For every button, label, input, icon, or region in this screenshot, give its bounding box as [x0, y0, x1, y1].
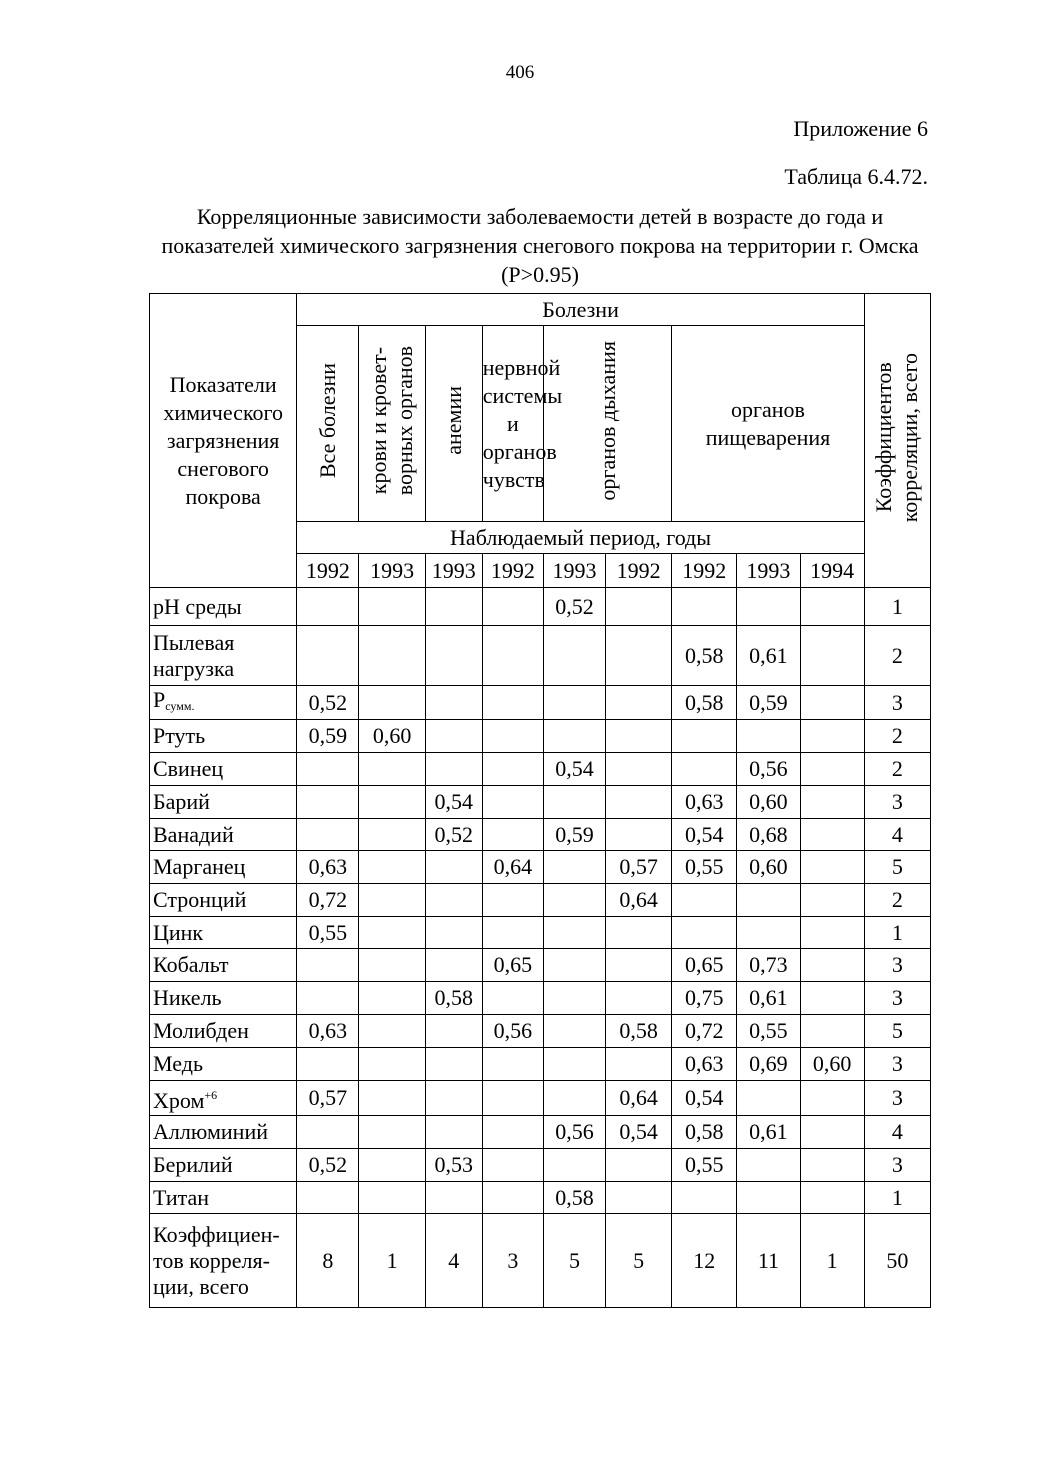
- value-cell: 0,58: [606, 1015, 672, 1048]
- row-label: [150, 884, 297, 917]
- value-cell: [482, 1048, 543, 1081]
- row-label-text: Никель: [153, 985, 222, 1010]
- column-total-cell: 5: [543, 1214, 605, 1308]
- group-blood: крови и кровет- ворных органов: [366, 345, 418, 496]
- row-label: [150, 1116, 297, 1149]
- table-row: [150, 786, 931, 819]
- row-label-text: Хром: [153, 1088, 205, 1113]
- row-label: [150, 786, 297, 819]
- value-cell: [425, 1015, 482, 1048]
- value-cell: 0,60: [737, 851, 800, 884]
- value-cell: 0,54: [606, 1116, 672, 1149]
- value-cell: [425, 1081, 482, 1116]
- value-cell: 0,57: [297, 1081, 359, 1116]
- column-total-cell: 1: [359, 1214, 425, 1308]
- year-cell: 1993: [543, 554, 605, 588]
- value-cell: [800, 982, 864, 1015]
- value-cell: [800, 1116, 864, 1149]
- indicator-header-cell: [150, 294, 297, 588]
- row-total-cell: 2: [864, 626, 930, 686]
- value-cell: 0,52: [543, 588, 605, 626]
- value-cell: 0,56: [482, 1015, 543, 1048]
- year-cell: 1994: [800, 554, 864, 588]
- value-cell: [606, 588, 672, 626]
- row-label-text: Стронций: [153, 887, 247, 912]
- table-row: [150, 1048, 931, 1081]
- value-cell: [800, 949, 864, 982]
- totals-row: [150, 1214, 931, 1308]
- year-cell: 1993: [737, 554, 800, 588]
- value-cell: [359, 851, 425, 884]
- table-row: [150, 917, 931, 949]
- value-cell: [297, 588, 359, 626]
- value-cell: [297, 626, 359, 686]
- value-cell: 0,65: [672, 949, 737, 982]
- row-total-cell: 4: [864, 1116, 930, 1149]
- value-cell: 0,56: [737, 753, 800, 786]
- value-cell: [800, 1182, 864, 1214]
- row-label: [150, 626, 297, 686]
- value-cell: [359, 686, 425, 720]
- row-total-cell: 3: [864, 686, 930, 720]
- value-cell: [359, 982, 425, 1015]
- page-number: 406: [505, 62, 535, 83]
- value-cell: [359, 1015, 425, 1048]
- column-total-cell: 3: [482, 1214, 543, 1308]
- row-label-text: pH среды: [153, 593, 242, 619]
- value-cell: [800, 1149, 864, 1182]
- value-cell: [425, 917, 482, 949]
- value-cell: [482, 1149, 543, 1182]
- period-header: Наблюдаемый период, годы: [297, 522, 864, 554]
- value-cell: [482, 1116, 543, 1149]
- row-label-text: Молибден: [153, 1018, 249, 1043]
- total-header: Коэффициентов корреляции, всего: [871, 352, 923, 523]
- value-cell: 0,63: [672, 1048, 737, 1081]
- value-cell: 0,63: [297, 851, 359, 884]
- value-cell: 0,58: [672, 626, 737, 686]
- year-cell: 1993: [359, 554, 425, 588]
- column-total-cell: 5: [606, 1214, 672, 1308]
- table-number: Таблица 6.4.72.: [784, 164, 928, 189]
- table-row: [150, 884, 931, 917]
- row-label-text: Ванадий: [153, 821, 234, 847]
- value-cell: [425, 949, 482, 982]
- value-cell: [425, 851, 482, 884]
- value-cell: [606, 1048, 672, 1081]
- group-respiratory-cell: [543, 326, 671, 522]
- value-cell: 0,52: [297, 1149, 359, 1182]
- value-cell: [543, 917, 605, 949]
- table-row: [150, 1182, 931, 1214]
- year-cell: 1992: [482, 554, 543, 588]
- total-header-cell: [864, 294, 930, 588]
- group-digestive-cell: [672, 326, 865, 522]
- totals-label: Коэффициен- тов корреля- ции, всего: [153, 1221, 280, 1299]
- group-respiratory: органов дыхания: [594, 340, 620, 501]
- value-cell: [672, 917, 737, 949]
- value-cell: 0,59: [543, 819, 605, 851]
- value-cell: [297, 1116, 359, 1149]
- value-cell: 0,68: [737, 819, 800, 851]
- group-all-cell: [297, 326, 359, 522]
- value-cell: [543, 1081, 605, 1116]
- value-cell: 0,55: [297, 917, 359, 949]
- value-cell: [359, 949, 425, 982]
- value-cell: [606, 1149, 672, 1182]
- value-cell: [606, 917, 672, 949]
- value-cell: [297, 949, 359, 982]
- row-label-text: Пылевая нагрузка: [153, 629, 235, 681]
- value-cell: 0,53: [425, 1149, 482, 1182]
- totals-label-cell: [150, 1214, 297, 1308]
- value-cell: [800, 626, 864, 686]
- group-nervous: нервной системы и органов чувств: [482, 354, 563, 492]
- value-cell: 0,59: [737, 686, 800, 720]
- value-cell: [737, 1149, 800, 1182]
- value-cell: [737, 884, 800, 917]
- value-cell: [425, 588, 482, 626]
- value-cell: [800, 1015, 864, 1048]
- value-cell: [297, 982, 359, 1015]
- row-label-text: Барий: [153, 789, 210, 814]
- value-cell: [425, 884, 482, 917]
- value-cell: [672, 1182, 737, 1214]
- value-cell: [425, 1116, 482, 1149]
- group-digestive: органов пищеварения: [705, 396, 831, 450]
- value-cell: 0,60: [800, 1048, 864, 1081]
- value-cell: 0,60: [737, 786, 800, 819]
- table-row: [150, 720, 931, 753]
- value-cell: [672, 884, 737, 917]
- row-total-cell: 2: [864, 753, 930, 786]
- column-total-cell: 1: [800, 1214, 864, 1308]
- value-cell: 0,55: [672, 1149, 737, 1182]
- value-cell: [359, 626, 425, 686]
- row-total-cell: 2: [864, 884, 930, 917]
- row-label-text: Кобальт: [153, 952, 229, 977]
- table-row: [150, 686, 931, 720]
- value-cell: [425, 626, 482, 686]
- row-total-cell: 3: [864, 786, 930, 819]
- value-cell: [606, 686, 672, 720]
- year-cell: 1992: [606, 554, 672, 588]
- value-cell: 0,58: [543, 1182, 605, 1214]
- value-cell: 0,57: [606, 851, 672, 884]
- table-row: [150, 982, 931, 1015]
- value-cell: [800, 720, 864, 753]
- value-cell: [482, 884, 543, 917]
- value-cell: [737, 917, 800, 949]
- value-cell: 0,63: [297, 1015, 359, 1048]
- value-cell: [800, 786, 864, 819]
- value-cell: [425, 753, 482, 786]
- column-total-cell: 4: [425, 1214, 482, 1308]
- value-cell: 0,54: [425, 786, 482, 819]
- row-total-cell: 5: [864, 1015, 930, 1048]
- table-row: [150, 626, 931, 686]
- value-cell: [359, 884, 425, 917]
- value-cell: 0,58: [672, 686, 737, 720]
- row-label: [150, 1182, 297, 1214]
- value-cell: [425, 720, 482, 753]
- column-total-cell: 12: [672, 1214, 737, 1308]
- value-cell: [672, 720, 737, 753]
- value-cell: 0,54: [672, 1081, 737, 1116]
- value-cell: 0,61: [737, 1116, 800, 1149]
- appendix-label: Приложение 6: [793, 116, 928, 141]
- value-cell: [359, 1048, 425, 1081]
- value-cell: [297, 1182, 359, 1214]
- row-label-text: Аллюминий: [153, 1119, 269, 1144]
- value-cell: [359, 1116, 425, 1149]
- value-cell: [606, 949, 672, 982]
- row-label: [150, 686, 297, 720]
- table-row: [150, 1149, 931, 1182]
- value-cell: [606, 819, 672, 851]
- value-cell: [737, 1182, 800, 1214]
- row-label-text: Берилий: [153, 1152, 233, 1177]
- value-cell: [543, 884, 605, 917]
- row-label-text: Свинец: [153, 756, 224, 781]
- correlation-table: [149, 293, 931, 1308]
- value-cell: [359, 917, 425, 949]
- row-label: [150, 1081, 297, 1116]
- value-cell: [800, 588, 864, 626]
- value-cell: 0,64: [606, 884, 672, 917]
- value-cell: [359, 786, 425, 819]
- value-cell: [800, 753, 864, 786]
- group-nervous-cell: [482, 326, 563, 522]
- row-label-text: Марганец: [153, 854, 246, 879]
- value-cell: [543, 1015, 605, 1048]
- value-cell: 0,55: [737, 1015, 800, 1048]
- row-total-cell: 5: [864, 851, 930, 884]
- value-cell: [482, 982, 543, 1015]
- value-cell: 0,56: [543, 1116, 605, 1149]
- group-all: Все болезни: [314, 362, 340, 479]
- table-row: [150, 1116, 931, 1149]
- row-label-subscript: сумм.: [165, 698, 195, 713]
- value-cell: [425, 1182, 482, 1214]
- value-cell: [482, 1081, 543, 1116]
- value-cell: 0,61: [737, 982, 800, 1015]
- value-cell: [543, 949, 605, 982]
- value-cell: [737, 588, 800, 626]
- value-cell: [359, 1149, 425, 1182]
- row-label: [150, 917, 297, 949]
- row-total-cell: 3: [864, 1149, 930, 1182]
- year-cell: 1992: [672, 554, 737, 588]
- grand-total-cell: 50: [864, 1214, 930, 1308]
- value-cell: [482, 786, 543, 819]
- value-cell: [543, 686, 605, 720]
- value-cell: 0,58: [672, 1116, 737, 1149]
- value-cell: 0,65: [482, 949, 543, 982]
- row-total-cell: 1: [864, 1182, 930, 1214]
- value-cell: [543, 851, 605, 884]
- year-cell: 1992: [297, 554, 359, 588]
- value-cell: [482, 819, 543, 851]
- value-cell: [425, 1048, 482, 1081]
- row-label: [150, 753, 297, 786]
- value-cell: [359, 1182, 425, 1214]
- value-cell: [606, 720, 672, 753]
- group-anemia: анемии: [440, 386, 466, 455]
- row-label-text: Медь: [153, 1051, 203, 1076]
- row-label: [150, 588, 297, 626]
- value-cell: [800, 884, 864, 917]
- value-cell: [359, 588, 425, 626]
- row-total-cell: 1: [864, 588, 930, 626]
- value-cell: 0,63: [672, 786, 737, 819]
- value-cell: [606, 982, 672, 1015]
- column-total-cell: 11: [737, 1214, 800, 1308]
- row-label-text: Р: [153, 686, 166, 712]
- value-cell: 0,72: [672, 1015, 737, 1048]
- value-cell: 0,72: [297, 884, 359, 917]
- row-total-cell: 3: [864, 1048, 930, 1081]
- value-cell: [359, 753, 425, 786]
- value-cell: [297, 819, 359, 851]
- value-cell: 0,54: [543, 753, 605, 786]
- row-label-text: Титан: [153, 1184, 210, 1210]
- row-label: [150, 982, 297, 1015]
- value-cell: 0,58: [425, 982, 482, 1015]
- value-cell: [482, 753, 543, 786]
- year-cell: 1993: [425, 554, 482, 588]
- value-cell: [543, 626, 605, 686]
- value-cell: [543, 982, 605, 1015]
- table-row: [150, 851, 931, 884]
- value-cell: [425, 686, 482, 720]
- value-cell: [672, 588, 737, 626]
- table-row: [150, 1015, 931, 1048]
- value-cell: [737, 720, 800, 753]
- value-cell: 0,69: [737, 1048, 800, 1081]
- value-cell: [543, 720, 605, 753]
- row-label-text: Цинк: [153, 919, 204, 945]
- value-cell: 0,52: [425, 819, 482, 851]
- value-cell: [800, 1081, 864, 1116]
- value-cell: [482, 588, 543, 626]
- row-total-cell: 3: [864, 982, 930, 1015]
- row-label-text: Ртуть: [153, 723, 206, 748]
- row-label: [150, 819, 297, 851]
- table-row: [150, 1081, 931, 1116]
- value-cell: [297, 1048, 359, 1081]
- table-row: [150, 949, 931, 982]
- value-cell: [543, 786, 605, 819]
- value-cell: [800, 819, 864, 851]
- value-cell: 0,59: [297, 720, 359, 753]
- table-row: [150, 753, 931, 786]
- value-cell: [482, 917, 543, 949]
- row-label: [150, 851, 297, 884]
- table-row: [150, 819, 931, 851]
- row-total-cell: 4: [864, 819, 930, 851]
- value-cell: [672, 753, 737, 786]
- value-cell: 0,64: [482, 851, 543, 884]
- value-cell: 0,61: [737, 626, 800, 686]
- value-cell: [482, 686, 543, 720]
- value-cell: 0,73: [737, 949, 800, 982]
- value-cell: [297, 753, 359, 786]
- row-label: [150, 1048, 297, 1081]
- group-anemia-cell: [425, 326, 482, 522]
- value-cell: [606, 753, 672, 786]
- value-cell: 0,64: [606, 1081, 672, 1116]
- value-cell: [737, 1081, 800, 1116]
- table-caption: Корреляционные зависимости заболеваемости детей в возрасте до года и показателей химического загрязнения снегового покрова на территории г. Омска (Р>0.95): [161, 204, 919, 287]
- value-cell: [482, 626, 543, 686]
- value-cell: [482, 1182, 543, 1214]
- value-cell: [800, 686, 864, 720]
- value-cell: [543, 1048, 605, 1081]
- value-cell: [297, 786, 359, 819]
- row-label-superscript: +6: [204, 1088, 218, 1102]
- value-cell: [482, 720, 543, 753]
- row-total-cell: 1: [864, 917, 930, 949]
- value-cell: [543, 1149, 605, 1182]
- row-label: [150, 720, 297, 753]
- value-cell: [800, 917, 864, 949]
- value-cell: [800, 851, 864, 884]
- value-cell: [606, 1182, 672, 1214]
- row-label: [150, 1149, 297, 1182]
- row-label: [150, 949, 297, 982]
- value-cell: 0,60: [359, 720, 425, 753]
- row-label: [150, 1015, 297, 1048]
- group-blood-cell: [359, 326, 425, 522]
- row-total-cell: 2: [864, 720, 930, 753]
- value-cell: 0,54: [672, 819, 737, 851]
- value-cell: [606, 786, 672, 819]
- row-total-cell: 3: [864, 1081, 930, 1116]
- indicator-header: Показатели химического загрязнения снегового покрова: [163, 371, 283, 509]
- row-total-cell: 3: [864, 949, 930, 982]
- value-cell: [606, 626, 672, 686]
- value-cell: 0,55: [672, 851, 737, 884]
- value-cell: [359, 819, 425, 851]
- table-row: [150, 588, 931, 626]
- value-cell: 0,52: [297, 686, 359, 720]
- column-total-cell: 8: [297, 1214, 359, 1308]
- value-cell: 0,75: [672, 982, 737, 1015]
- diseases-header: Болезни: [297, 294, 864, 326]
- value-cell: [359, 1081, 425, 1116]
